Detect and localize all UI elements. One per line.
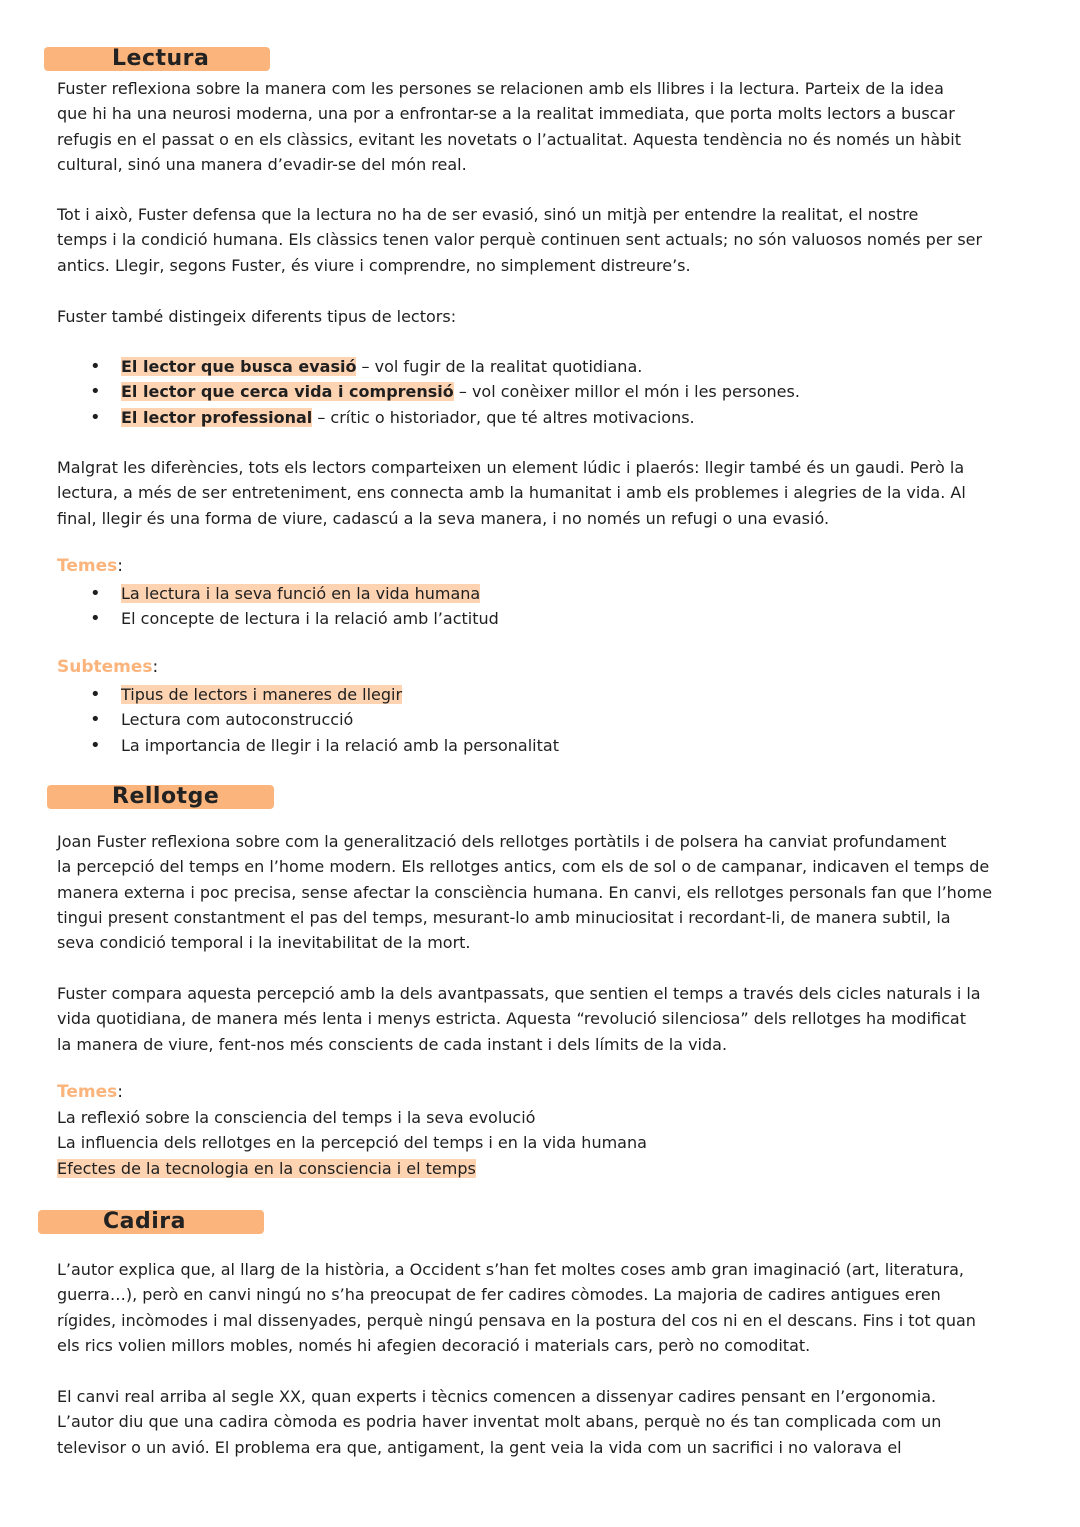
section-title-rellotge: Rellotge	[112, 784, 220, 809]
item-text: – vol fugir de la realitat quotidiana.	[356, 357, 643, 376]
reader-types-list	[90, 354, 800, 430]
temes-label: Temes:	[57, 1082, 123, 1102]
text-line: Malgrat les diferències, tots els lectors comparteixen un element lúdic i plaerós: llegir també és un gaudi. Però la	[57, 458, 965, 477]
list-item: • La importancia de llegir i la relació amb la personalitat	[90, 733, 559, 758]
list-item: Efectes de la tecnologia en la consciencia i el temps	[57, 1158, 476, 1178]
lectura-paragraph-4	[57, 455, 1032, 531]
lectura-paragraph-2	[57, 202, 1032, 278]
text-line: manera externa i poc precisa, sense afectar la consciència humana. En canvi, els rellotges personals fan que l’home	[57, 882, 993, 902]
subtemes-label: Subtemes:	[57, 657, 159, 677]
text-line: temps i la condició humana. Els clàssics tenen valor perquè continuen sent actuals; no són valuosos només per ser	[57, 230, 983, 250]
list-item: La influencia dels rellotges en la percepció del temps i en la vida humana	[57, 1133, 647, 1153]
text-line: L’autor explica que, al llarg de la història, a Occident s’han fet moltes coses amb gran imaginació (art, literatura,	[57, 1260, 964, 1279]
rellotge-paragraph-1	[57, 829, 1032, 955]
list-item	[90, 379, 800, 404]
item-bold: El lector professional	[121, 407, 313, 427]
temes-list	[57, 1105, 647, 1181]
list-item: • El concepte de lectura i la relació amb l’actitud	[90, 606, 499, 631]
text-line: lectura, a més de ser entreteniment, ens connecta amb la humanitat i amb els problemes i alegries de la vida. Al	[57, 483, 966, 503]
temes-label: Temes:	[57, 556, 123, 576]
section-title-cadira: Cadira	[103, 1209, 186, 1234]
cadira-paragraph-2	[57, 1384, 1032, 1460]
item-bold: El lector que cerca vida i comprensió	[121, 382, 454, 402]
text-line: tingui present constantment el pas del temps, mesurant-lo amb minuciositat i recordant-li, de manera subtil, la	[57, 907, 951, 927]
item-text: – crític o historiador, que té altres motivacions.	[312, 407, 695, 427]
list-item: • Lectura com autoconstrucció	[90, 707, 559, 732]
rellotge-paragraph-2	[57, 981, 1032, 1057]
lectura-paragraph-3	[57, 304, 1032, 329]
cadira-paragraph-1	[57, 1257, 1032, 1358]
lectura-paragraph-1	[57, 76, 1032, 177]
list-item	[90, 405, 800, 430]
item-bold: El lector que busca evasió	[121, 357, 357, 376]
section-title-lectura: Lectura	[112, 46, 210, 71]
text-line: seva condició temporal i la inevitabilitat de la mort.	[57, 933, 471, 953]
text-line: vida quotidiana, de manera més lenta i menys estricta. Aquesta “revolució silenciosa” dels rellotges ha modificat	[57, 1009, 966, 1029]
subtemes-list	[90, 682, 559, 758]
text-line: refugis en el passat o en els clàssics, evitant les novetats o l’actualitat. Aquesta tendència no és només un hàbit	[57, 129, 962, 149]
text-line: El canvi real arriba al segle XX, quan experts i tècnics comencen a dissenyar cadires pensant en l’ergonomia.	[57, 1387, 937, 1406]
text-line: antics. Llegir, segons Fuster, és viure i comprendre, no simplement distreure’s.	[57, 255, 691, 275]
text-line: Fuster reflexiona sobre la manera com les persones se relacionen amb els llibres i la lectura. Parteix de la idea	[57, 79, 944, 98]
text-line: Fuster també distingeix diferents tipus de lectors:	[57, 307, 457, 326]
text-line: la manera de viure, fent-nos més conscients de cada instant i dels límits de la vida.	[57, 1034, 728, 1054]
text-line: Fuster compara aquesta percepció amb la dels avantpassats, que sentien el temps a través dels cicles naturals i la	[57, 984, 981, 1003]
list-item: La reflexió sobre la consciencia del temps i la seva evolució	[57, 1108, 536, 1127]
list-item: • Tipus de lectors i maneres de llegir	[90, 682, 559, 707]
text-line: Tot i això, Fuster defensa que la lectura no ha de ser evasió, sinó un mitjà per entendre la realitat, el nostre	[57, 205, 919, 224]
text-line: guerra…), però en canvi ningú no s’ha preocupat de fer cadires còmodes. La majoria de cadires antigues eren	[57, 1285, 941, 1305]
text-line: que hi ha una neurosi moderna, una por a enfrontar-se a la realitat immediata, que porta molts lectors a buscar	[57, 104, 955, 124]
temes-list	[90, 581, 499, 632]
text-line: rígides, incòmodes i mal dissenyades, perquè ningú pensava en la postura del cos ni en el descans. Fins i tot quan	[57, 1310, 976, 1330]
text-line: els rics volien millors mobles, només hi afegien decoració i materials cars, però no comoditat.	[57, 1335, 811, 1355]
text-line: la percepció del temps en l’home modern. Els rellotges antics, com els de sol o de campanar, indicaven el temps de	[57, 857, 990, 877]
text-line: final, llegir és una forma de viure, cadascú a la seva manera, i no només un refugi o una evasió.	[57, 508, 830, 528]
text-line: cultural, sinó una manera d’evadir-se del món real.	[57, 154, 467, 174]
item-text: – vol conèixer millor el món i les persones.	[453, 382, 800, 402]
text-line: L’autor diu que una cadira còmoda es podria haver inventat molt abans, perquè no és tan complicada com un	[57, 1412, 942, 1432]
text-line: televisor o un avió. El problema era que, antigament, la gent veia la vida com un sacrifici i no valorava el	[57, 1437, 902, 1457]
text-line: Joan Fuster reflexiona sobre com la generalització dels rellotges portàtils i de polsera ha canviat profundament	[57, 832, 947, 851]
list-item: • La lectura i la seva funció en la vida humana	[90, 581, 499, 606]
list-item	[90, 354, 800, 379]
